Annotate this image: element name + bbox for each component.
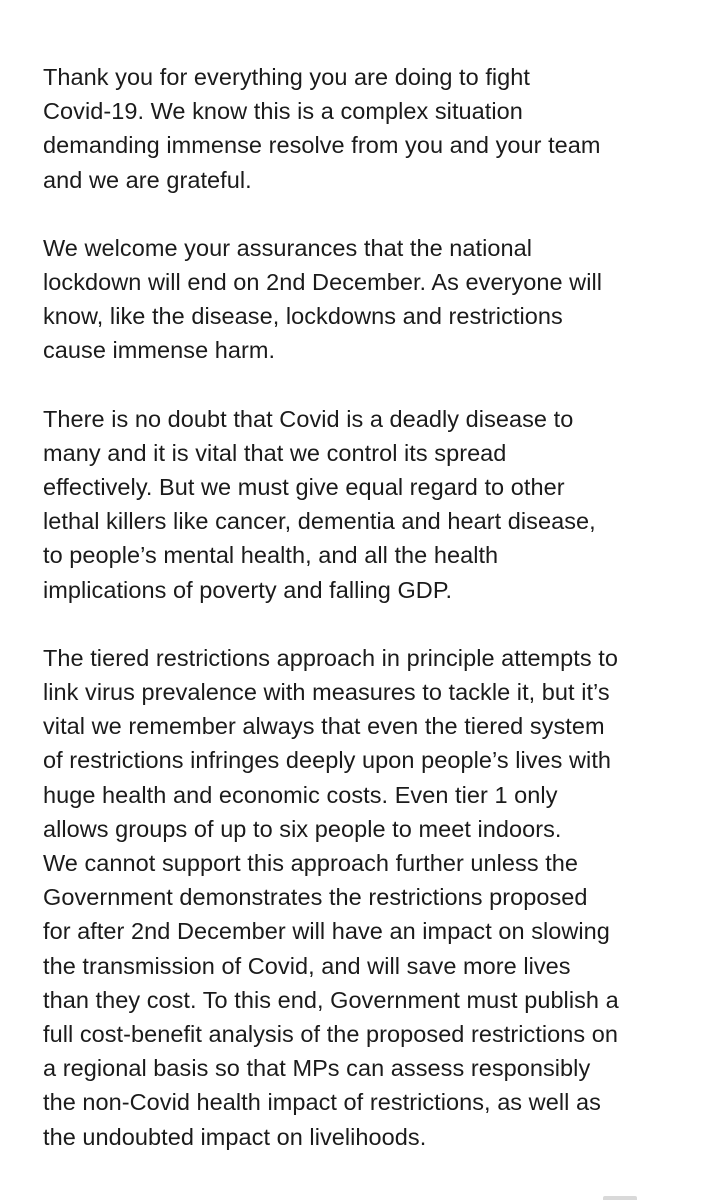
paragraph-thanks: [43, 60, 683, 197]
text-line: lethal killers like cancer, dementia and heart disease,: [43, 508, 596, 535]
text-line: huge health and economic costs. Even tier 1 only: [43, 781, 558, 808]
text-line: We welcome your assurances that the national: [43, 234, 532, 261]
text-line: full cost-benefit analysis of the proposed restrictions on: [43, 1021, 619, 1048]
text-line: Covid-19. We know this is a complex situation: [43, 98, 523, 125]
paragraph-tiered-restrictions: [43, 641, 683, 1154]
text-line: lockdown will end on 2nd December. As everyone will: [43, 269, 603, 296]
text-line: to people’s mental health, and all the health: [43, 542, 499, 569]
text-line: The tiered restrictions approach in principle attempts to: [43, 644, 618, 671]
text-line: than they cost. To this end, Government must publish a: [43, 986, 619, 1013]
text-line: many and it is vital that we control its spread: [43, 439, 507, 466]
text-line: implications of poverty and falling GDP.: [43, 576, 453, 603]
text-line: demanding immense resolve from you and your team: [43, 132, 601, 159]
text-line: the non-Covid health impact of restrictions, as well as: [43, 1089, 601, 1116]
text-line: link virus prevalence with measures to tackle it, but it’s: [43, 679, 610, 706]
text-line: of restrictions infringes deeply upon people’s lives with: [43, 747, 612, 774]
text-line: and we are grateful.: [43, 166, 252, 193]
text-line: allows groups of up to six people to meet indoors.: [43, 815, 562, 842]
text-line: vital we remember always that even the tiered system: [43, 713, 605, 740]
text-line: Government demonstrates the restrictions proposed: [43, 884, 588, 911]
text-line: Thank you for everything you are doing to fight: [43, 64, 531, 90]
text-line: know, like the disease, lockdowns and restrictions: [43, 303, 563, 330]
text-line: There is no doubt that Covid is a deadly disease to: [43, 405, 574, 432]
text-line: a regional basis so that MPs can assess responsibly: [43, 1055, 591, 1082]
text-line: cause immense harm.: [43, 337, 276, 364]
paragraph-lockdown-end: [43, 231, 683, 368]
text-line: the transmission of Covid, and will save more lives: [43, 952, 571, 979]
letter-body: [43, 60, 683, 1188]
home-indicator: [603, 1196, 637, 1200]
paragraph-covid-harm: [43, 402, 683, 607]
text-line: We cannot support this approach further unless the: [43, 850, 579, 877]
text-line: the undoubted impact on livelihoods.: [43, 1123, 427, 1150]
text-line: for after 2nd December will have an impact on slowing: [43, 918, 610, 945]
text-line: effectively. But we must give equal regard to other: [43, 474, 565, 501]
